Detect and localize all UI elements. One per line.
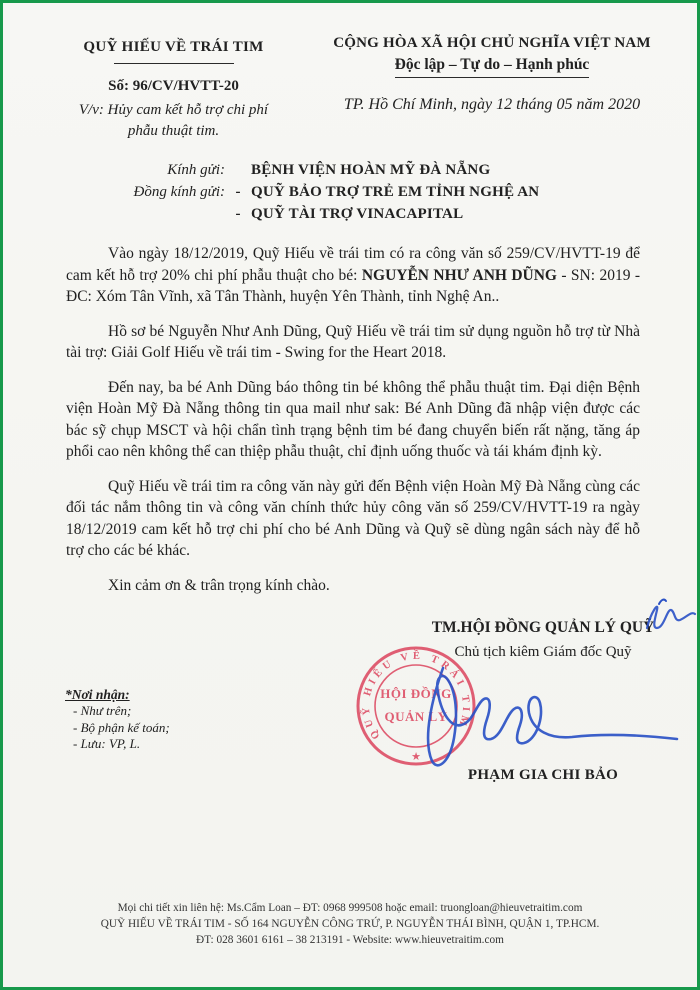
subject-line xyxy=(66,100,281,142)
footer-line-1: Mọi chi tiết xin liên hệ: Ms.Cẩm Loan – ĐT: 0968 999508 hoặc email: truongloan@hieuvetraitim.com xyxy=(117,902,583,914)
recipient-row xyxy=(3,203,697,225)
dash-bullet: - xyxy=(235,184,241,200)
distribution-item: - Bộ phận kế toán; xyxy=(73,719,170,735)
subject-line-2: phẫu thuật tim. xyxy=(127,123,220,139)
initial-paraph-ink xyxy=(639,596,697,638)
distribution-item: - Lưu: VP, L. xyxy=(73,736,141,751)
recipient-row xyxy=(3,159,697,181)
cc-label: Đồng kính gửi: xyxy=(133,184,225,200)
signer-name: PHẠM GIA CHI BẢO xyxy=(467,767,619,783)
place-and-date: TP. Hồ Chí Minh, ngày 12 tháng 05 năm 2020 xyxy=(343,96,641,113)
stamp-star-icon: ★ xyxy=(411,751,421,763)
org-name-underline xyxy=(114,63,234,64)
on-behalf-line: TM.HỘI ĐỒNG QUẢN LÝ QUỸ xyxy=(431,619,655,636)
paragraph-3: Đến nay, ba bé Anh Dũng báo thông tin bé không thể phẫu thuật tim. Đại diện Bệnh viện Hoàn Mỹ Đà Nẵng thông tin qua mail như sak: Bé Anh Dũng đã nhập viện được các bác sỹ chụp MSCT và hội chẩn tình trạng bệnh tim bé đang chuyển biến rất nặng, tăng áp phổi cao nên không thể can thiệp phẫu thuật, chỉ định uống thuốc và tái khám định kỳ. xyxy=(66,378,640,460)
footer-line-2: QUỸ HIẾU VỀ TRÁI TIM - SỐ 164 NGUYỄN CÔNG TRỨ, P. NGUYỄN THÁI BÌNH, QUẬN 1, TP.HCM. xyxy=(100,918,600,930)
paragraph-4: Quỹ Hiếu về trái tim ra công văn này gửi đến Bệnh viện Hoàn Mỹ Đà Nẵng cùng các đối tác nắm thông tin và công văn chính thức hủy công văn số 259/CV/HVTT-19 ra ngày 18/12/2019 cam kết hỗ trợ chi phí cho bé Anh Dũng và Quỹ sẽ dùng ngân sách này để hỗ trợ cho các bé khác. xyxy=(66,477,640,559)
paraph-accent-stroke xyxy=(659,600,666,604)
to-value: BỆNH VIỆN HOÀN MỸ ĐÀ NẴNG xyxy=(251,162,491,178)
national-motto-line1: CỘNG HÒA XÃ HỘI CHỦ NGHĨA VIỆT NAM xyxy=(333,35,651,51)
national-motto-line2: Độc lập – Tự do – Hạnh phúc xyxy=(395,56,590,78)
stamp-ring-text: QUỸ HIẾU VỀ TRÁI TIM xyxy=(360,650,472,741)
signature-ink xyxy=(388,658,680,780)
cc-value-1: QUỸ BẢO TRỢ TRẺ EM TỈNH NGHỆ AN xyxy=(251,184,540,200)
paragraph-1-text: Vào ngày 18/12/2019, Quỹ Hiếu về trái tim có ra công văn số 259/CV/HVTT-19 để cam kết hỗ trợ 20% chi phí phẫu thuật cho bé: xyxy=(66,245,640,284)
paragraph-1 xyxy=(66,243,640,308)
child-name-bold: NGUYỄN NHƯ ANH DŨNG xyxy=(361,266,557,284)
signature-stroke xyxy=(428,668,677,765)
closing-line: Xin cảm ơn & trân trọng kính chào. xyxy=(108,576,330,594)
letterhead-org-block xyxy=(66,39,281,142)
distribution-item: - Như trên; xyxy=(73,703,132,718)
recipient-row xyxy=(3,181,697,203)
stamp-center-line2: QUẢN LÝ xyxy=(384,709,448,724)
document-number: Số: 96/CV/HVTT-20 xyxy=(108,78,239,94)
national-header-block xyxy=(322,35,662,114)
distribution-heading: *Nơi nhận: xyxy=(65,687,130,702)
spacer xyxy=(3,203,225,225)
org-name: QUỸ HIẾU VỀ TRÁI TIM xyxy=(83,39,264,55)
paragraph-2: Hồ sơ bé Nguyễn Như Anh Dũng, Quỹ Hiếu về trái tim sử dụng nguồn hỗ trợ từ Nhà tài trợ: Giải Golf Hiếu về trái tim - Swing for the Heart 2018. xyxy=(66,322,640,361)
recipients-block xyxy=(3,159,697,225)
spacer xyxy=(225,159,251,181)
to-label: Kính gửi: xyxy=(167,162,225,178)
footer-contact-block xyxy=(3,900,697,948)
signer-title: Chủ tịch kiêm Giám đốc Quỹ xyxy=(454,644,632,660)
paraph-stroke xyxy=(647,607,695,628)
stamp-center-line1: HỘI ĐỒNG xyxy=(380,686,452,701)
subject-line-1: V/v: Hủy cam kết hỗ trợ chi phí xyxy=(78,102,269,118)
letter-body xyxy=(66,243,640,609)
dash-bullet: - xyxy=(235,206,241,222)
footer-line-3: ĐT: 028 3601 6161 – 38 213191 - Website: www.hieuvetraitim.com xyxy=(196,934,504,946)
paragraph-1-tail: - SN: 2019 - ĐC: Xóm Tân Vĩnh, xã Tân Thành, huyện Yên Thành, tỉnh Nghệ An.. xyxy=(66,266,640,305)
distribution-list xyxy=(65,687,170,753)
cc-value-2: QUỸ TÀI TRỢ VINACAPITAL xyxy=(251,206,464,222)
